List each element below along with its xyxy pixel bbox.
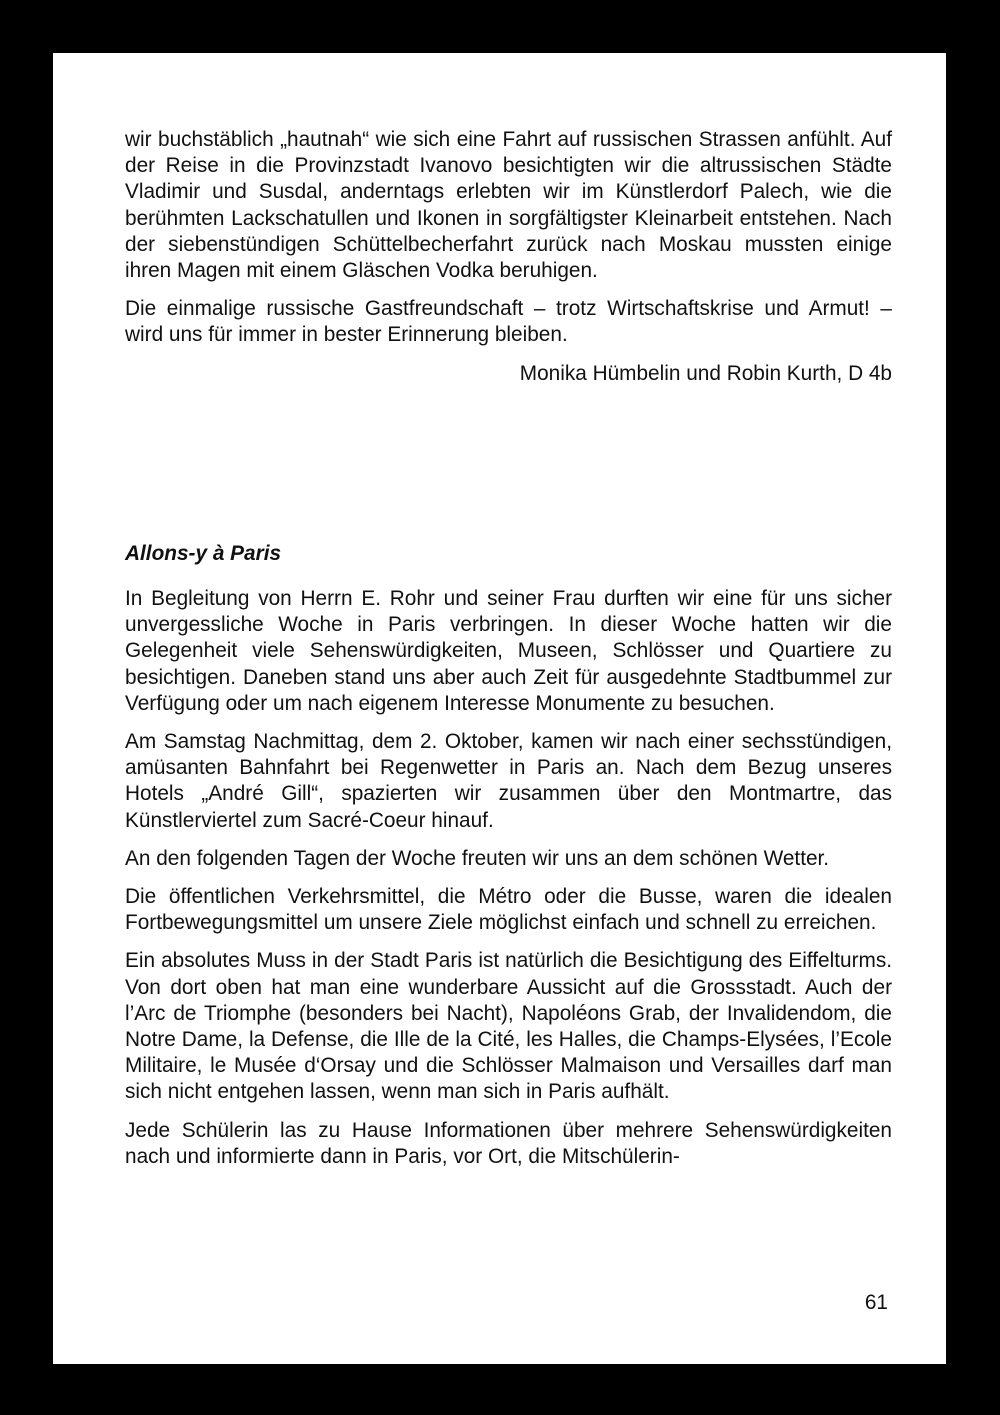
paragraph: Jede Schülerin las zu Hause Informationen über mehrere Sehenswürdigkeiten nach und informierte dann in Paris, vor Ort, die Mitschülerin- <box>125 1118 892 1168</box>
page-number: 61 <box>864 1291 888 1314</box>
paragraph: Die öffentlichen Verkehrsmittel, die Métro oder die Busse, waren die idealen Fortbewegungsmittel um unsere Ziele möglichst einfach und schnell zu erreichen. <box>125 885 892 935</box>
article-title: Allons-y à Paris <box>125 542 282 565</box>
previous-article-ending <box>125 127 892 387</box>
paragraph: Am Samstag Nachmittag, dem 2. Oktober, kamen wir nach einer sechsstündigen, amüsanten Bahnfahrt bei Regenwetter in Paris an. Nach dem Bezug unseres Hotels „André Gill“, spazierten wir zusammen über den Montmartre, das Künstlerviertel zum Sacré-Coeur hinauf. <box>125 730 892 832</box>
document-page <box>53 53 946 1364</box>
paragraph: Die einmalige russische Gastfreundschaft – trotz Wirtschaftskrise und Armut! – wird uns für immer in bester Erinnerung bleiben. <box>125 297 892 347</box>
author-signature: Monika Hümbelin und Robin Kurth, D 4b <box>519 361 892 385</box>
paragraph: wir buchstäblich „hautnah“ wie sich eine Fahrt auf russischen Strassen anfühlt. Auf der Reise in die Provinzstadt Ivanovo besichtigten wir die altrussischen Städte Vladimir und Susdal, anderntags erlebten wir im Künstlerdorf Palech, wie die berühmten Lackschatullen und Ikonen in sorgfältigster Kleinarbeit entstehen. Nach der siebenstündigen Schüttelbecherfahrt zurück nach Moskau mussten einige ihren Magen mit einem Gläschen Vodka beruhigen. <box>125 128 892 283</box>
paragraph: An den folgenden Tagen der Woche freuten wir uns an dem schönen Wetter. <box>125 846 830 870</box>
paragraph: Ein absolutes Muss in der Stadt Paris ist natürlich die Besichtigung des Eiffelturms. Von dort oben hat man eine wunderbare Aussicht auf die Grossstadt. Auch der l’Arc de Triomphe (besonders bei Nacht), Napoléons Grab, der Invalidendom, die Notre Dame, la Defense, die Ille de la Cité, les Halles, die Champs-Elysées, l’Ecole Militaire, le Musée d‘Orsay und die Schlösser Malmaison und Versailles darf man sich nicht entgehen lassen, wenn man sich in Paris aufhält. <box>125 949 892 1104</box>
paragraph: In Begleitung von Herrn E. Rohr und seiner Frau durften wir eine für uns sicher unvergessliche Woche in Paris verbringen. In dieser Woche hatten wir die Gelegenheit viele Sehenswürdigkeiten, Museen, Schlösser und Quartiere zu besichtigen. Daneben stand uns aber auch Zeit für ausgedehnte Stadtbummel zur Verfügung oder um nach eigenem Interesse Monumente zu besuchen. <box>125 587 892 715</box>
article-body <box>125 586 892 1182</box>
